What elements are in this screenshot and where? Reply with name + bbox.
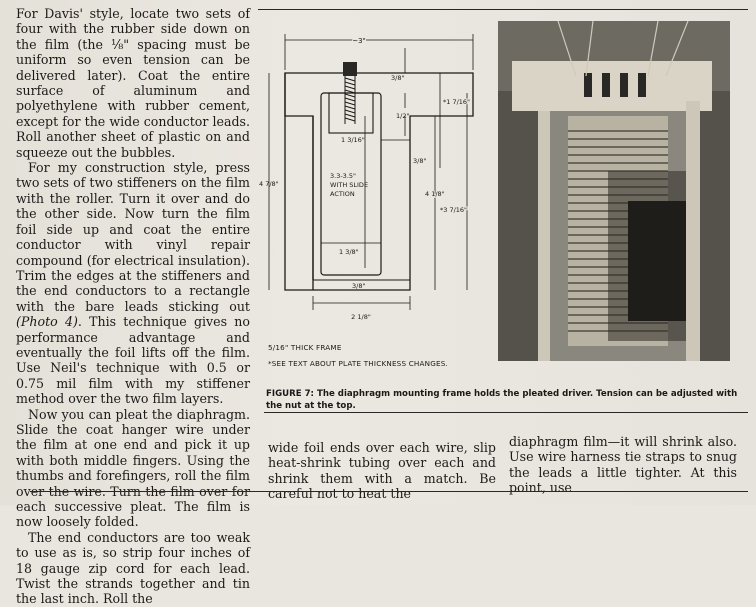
frame-diagram bbox=[255, 18, 495, 378]
paragraph-pleat: Now you can pleat the diaphragm. Slide the coat hanger wire under the film at one end and pick it up with both middle fingers. Using the thumbs and forefingers, roll the film over the wire. Turn the film over for each successive pleat. The film is now loosely folded. bbox=[16, 406, 250, 530]
dim-right-3-7-16: *3 7/16" bbox=[440, 206, 468, 214]
dim-slot-1-2: 1/2" bbox=[396, 112, 410, 120]
dim-base-width: 2 1/8" bbox=[351, 313, 371, 321]
dim-top-3-8: 3/8" bbox=[391, 74, 405, 82]
paragraph-construction-text-a: For my construction style, press two sets of two stiffeners on the film with the roller. Turn it over and do the other side. Now turn the film foil side up and coat the entire conductor with vinyl repair compound (for electrical insulation). Trim the edges at the stiffeners and the end conductors to a rectangle with the bare leads sticking out bbox=[16, 160, 250, 314]
dim-right-1-7-16: *1 7/16" bbox=[443, 98, 471, 106]
figure-notes bbox=[268, 340, 498, 372]
left-text-column bbox=[16, 6, 250, 607]
right-paragraph: diaphragm film—it will shrink also. Use wire harness tie straps to snug the leads a little tighter. At this point, use bbox=[509, 434, 737, 496]
middle-text-column bbox=[268, 440, 496, 502]
screw-threads bbox=[345, 76, 355, 124]
dim-width-top: ~3" bbox=[352, 37, 366, 45]
figure-caption: FIGURE 7: The diaphragm mounting frame holds the pleated driver. Tension can be adjusted with the nut at the top. bbox=[266, 389, 738, 411]
note-thickness: 5/16" THICK FRAME bbox=[268, 343, 342, 352]
dim-right-3-8: 3/8" bbox=[413, 157, 427, 165]
paragraph-end-conductors: The end conductors are too weak to use as is, so strip four inches of 18 gauge zip cord for each lead. Twist the strands together and tin the last inch. Roll the bbox=[16, 529, 250, 607]
right-text-column bbox=[509, 434, 737, 496]
caption-rule bbox=[264, 412, 748, 413]
nut bbox=[343, 62, 357, 76]
diaphragm-photo bbox=[498, 21, 730, 361]
slide-block bbox=[329, 93, 373, 133]
paragraph-construction-style bbox=[16, 160, 250, 407]
paragraph-construction-text-b: . This technique gives no performance advantage and eventually the foil lifts off the film. Use Neil's technique with 0.5 or 0.75 mil film with my stiffener method over the two film layers. bbox=[16, 314, 250, 407]
dim-adjust-2: WITH SLIDE bbox=[330, 181, 369, 189]
photo-reference: (Photo 4) bbox=[16, 314, 78, 330]
dim-adjust-1: 3.3-3.5" bbox=[330, 172, 357, 180]
note-plate-thickness: *SEE TEXT ABOUT PLATE THICKNESS CHANGES. bbox=[268, 359, 448, 368]
middle-paragraph: wide foil ends over each wire, slip heat-shrink tubing over each and shrink them with a match. Be careful not to heat the bbox=[268, 440, 496, 502]
paragraph-davis-style: For Davis' style, locate two sets of four with the rubber side down on the film (the ⅛" spacing must be uniform so even tension can be delivered later). Coat the entire surface of aluminum and polyethylene with rubber cement, except for the wide conductor leads. Roll another sheet of plastic on and squeeze out the bubbles. bbox=[16, 6, 250, 160]
dim-overall-height: 4 7/8" bbox=[259, 180, 279, 188]
dim-inner-3-16: 1 3/16" bbox=[341, 136, 365, 144]
dim-inner-bottom: 1 3/8" bbox=[339, 248, 359, 256]
frame-outline-left bbox=[285, 73, 313, 290]
dim-bottom-3-8: 3/8" bbox=[352, 282, 366, 290]
bottom-rule bbox=[30, 491, 748, 492]
dim-right-4-1-8: 4 1/8" bbox=[425, 190, 445, 198]
top-rule bbox=[258, 9, 748, 10]
dim-adjust-3: ACTION bbox=[330, 190, 355, 198]
